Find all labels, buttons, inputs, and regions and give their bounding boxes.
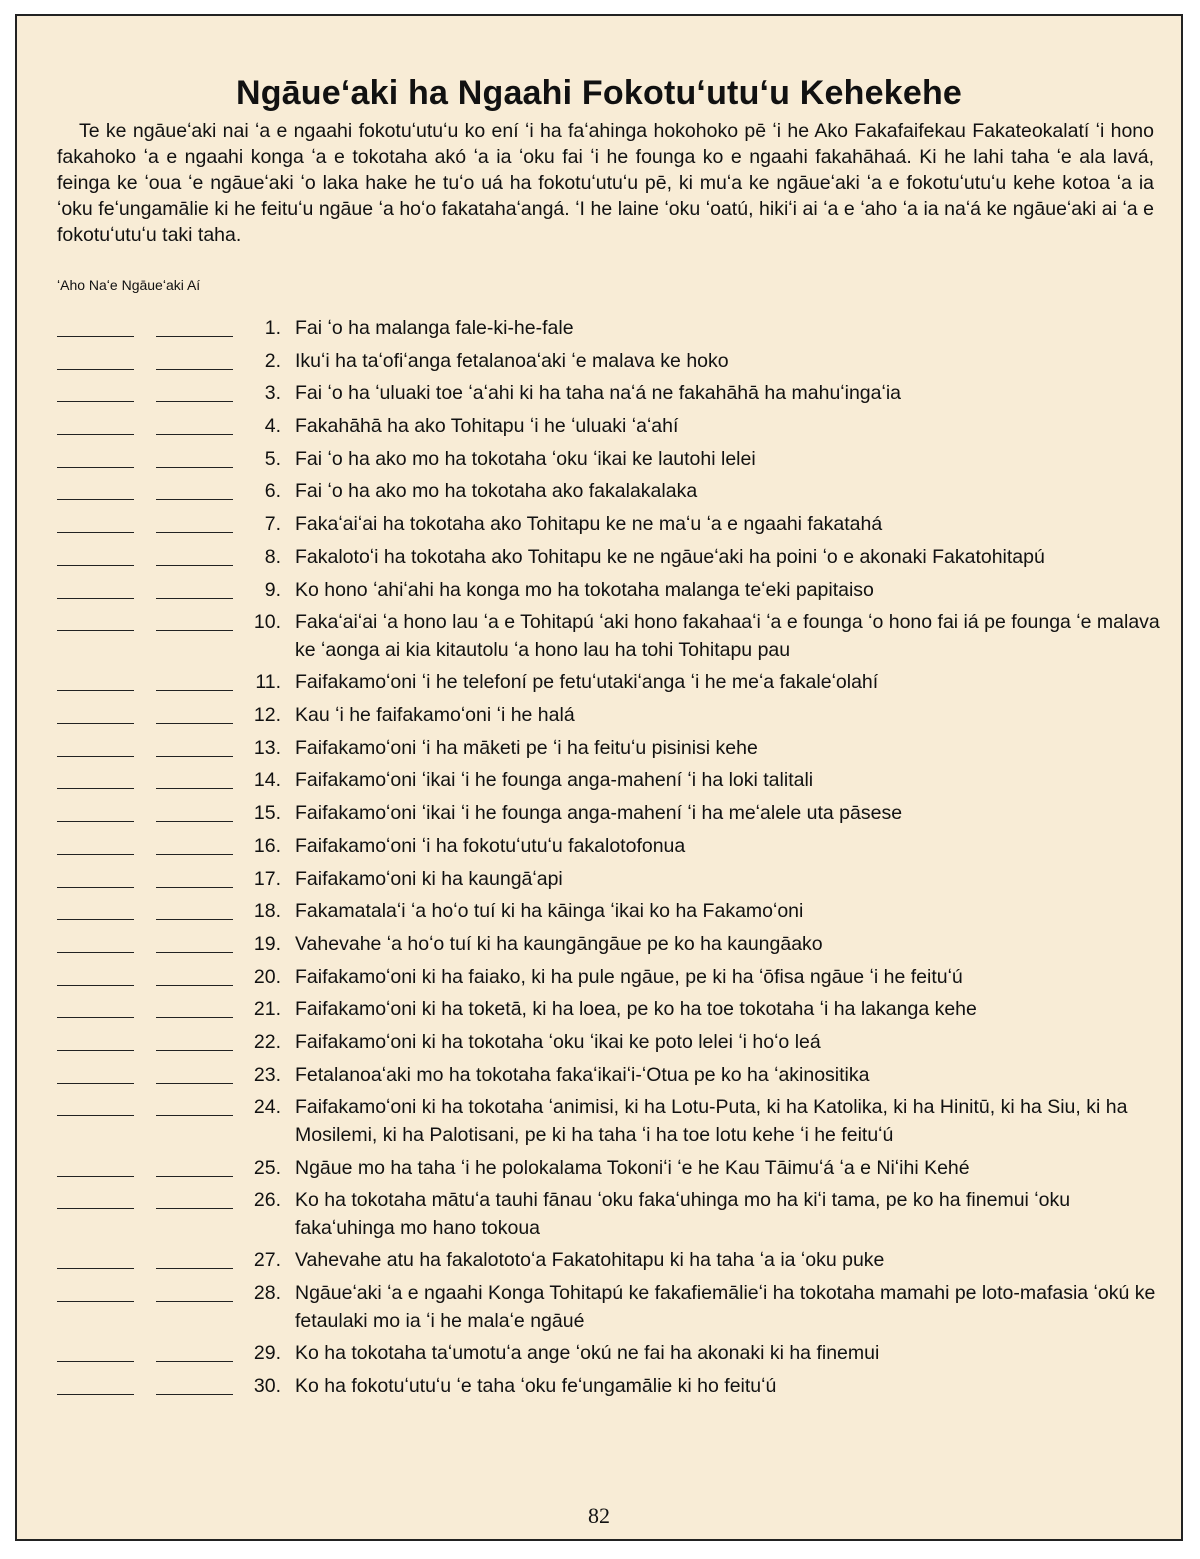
list-item [17,1247,1181,1275]
date-blank-second[interactable] [156,833,233,855]
date-blank-second[interactable] [156,1155,233,1177]
date-blank-second[interactable] [156,1247,233,1269]
date-blank-second[interactable] [156,669,233,691]
date-blank-second[interactable] [156,380,233,402]
date-blank-first[interactable] [57,833,134,855]
list-item [17,478,1181,506]
date-blank-second[interactable] [156,800,233,822]
date-blank-first[interactable] [57,348,134,370]
item-text: Fai ʻo ha ako mo ha tokotaha ako fakalakalaka [295,480,698,503]
item-text: Vahevahe ʻa hoʻo tuí ki ha kaungāngāue pe ko ha kaungāako [295,932,823,955]
item-number: 1. [264,317,281,339]
date-blank-second[interactable] [156,1094,233,1116]
item-number: 28. [253,1282,281,1305]
date-blank-first[interactable] [57,1029,134,1051]
item-text: Faifakamoʻoni ʻikai ʻi he founga anga-mahení ʻi ha meʻalele uta pāsese [295,802,903,825]
list-item [17,996,1181,1024]
item-number: 6. [264,480,281,503]
list-item [17,833,1181,861]
item-text: Ko ha tokotaha mātuʻa tauhi fānau ʻoku fakaʻuhinga mo ha kiʻi tama, pe ko ha finemui ʻoku fakaʻuhinga mo hano tokoua [295,1189,1071,1239]
item-text: Fakaʻaiʻai ha tokotaha ako Tohitapu ke ne maʻu ʻa e ngaahi fakatahá [295,513,883,536]
item-number: 29. [253,1342,281,1365]
item-text: Ko hono ʻahiʻahi ha konga mo ha tokotaha malanga teʻeki papitaiso [295,578,874,601]
list-item [17,800,1181,828]
item-number: 11. [255,671,281,694]
item-number: 21. [253,998,281,1021]
item-text: Faifakamoʻoni ki ha kaungāʻapi [295,867,563,890]
item-text: Fakamatalaʻi ʻa hoʻo tuí ki ha kāinga ʻikai ko ha Fakamoʻoni [295,900,804,923]
date-blank-second[interactable] [156,931,233,953]
list-item [17,735,1181,763]
list-item [17,380,1181,408]
item-number: 18. [253,900,281,923]
item-number: 8. [264,545,281,568]
list-item [17,544,1181,572]
list-item [17,446,1181,474]
item-text: Faifakamoʻoni ʻi ha māketi pe ʻi ha feituʻu pisinisi kehe [295,736,758,759]
item-text: Ko ha tokotaha taʻumotuʻa ange ʻokú ne fai ha akonaki ki ha finemui [295,1342,880,1365]
date-blank-second[interactable] [156,1187,233,1209]
item-number: 27. [253,1249,281,1272]
date-blank-first[interactable] [57,800,134,822]
date-blank-first[interactable] [57,898,134,920]
date-blank-first[interactable] [57,866,134,888]
item-text: Fakaʻaiʻai ʻa hono lau ʻa e Tohitapú ʻaki hono fakahaaʻi ʻa e founga ʻo hono fai iá pe founga ʻe malava ke ʻaonga ai kia kitautolu ʻa hono lau ha tohi Tohitapu pau [295,611,1160,661]
item-text: Fai ʻo ha ʻuluaki toe ʻaʻahi ki ha taha naʻá ne fakahāhā ha mahuʻingaʻia [295,382,902,405]
date-blank-second[interactable] [156,1029,233,1051]
date-blank-first[interactable] [57,609,134,631]
date-blank-first[interactable] [57,1062,134,1084]
date-blank-second[interactable] [156,702,233,724]
page-title: Ngāueʻaki ha Ngaahi Fokotuʻutuʻu Kehekehe [235,74,963,112]
date-blank-second[interactable] [156,413,233,435]
item-number: 3. [264,382,281,405]
item-text: Ngāueʻaki ʻa e ngaahi Konga Tohitapú ke fakafiemālieʻi ha tokotaha mamahi pe loto-mafasia ʻokú ke fetaulaki mo ia ʻi he malaʻe ngāué [295,1282,1156,1332]
date-blank-second[interactable] [156,1340,233,1362]
intro-paragraph: Te ke ngāueʻaki nai ʻa e ngaahi fokotuʻutuʻu ko ení ʻi ha faʻahinga hokohoko pē ʻi he Ako Fakafaifekau Fakateokalatí ʻi hono fakahoko ʻa e ngaahi konga ʻa e tokotaha akó ʻa ia ʻoku fai ʻi he founga ko e ngaahi fakahāhaá. Ki he lahi taha ʻe ala lavá, feinga ke ʻoua ʻe ngāueʻaki ʻo laka hake he tuʻo uá ha fokotuʻutuʻu pē, ki muʻa ke ngāueʻaki ʻa e fokotuʻutuʻu kehe kotoa ʻa ia ʻoku feʻungamālie ki he feituʻu ngāue ʻa hoʻo fakatahaʻangá. ʻI he laine ʻoku ʻoatú, hikiʻi ai ʻa e ʻaho ʻa ia naʻá ke ngāueʻaki ai ʻa e fokotuʻutuʻu taki taha. [57,120,1154,246]
item-number: 19. [253,932,281,955]
date-blank-first[interactable] [57,964,134,986]
list-item [17,1062,1181,1090]
item-number: 22. [253,1030,281,1053]
item-number: 5. [264,447,281,470]
suggestion-list [17,315,1181,1406]
date-blank-second[interactable] [156,511,233,533]
list-item [17,609,1181,664]
item-number: 13. [253,736,281,759]
list-item [17,315,1181,343]
date-blank-first[interactable] [57,1187,134,1209]
list-item [17,702,1181,730]
date-blank-second[interactable] [156,866,233,888]
item-text: Fai ʻo ha malanga fale-ki-he-fale [295,317,574,339]
list-item [17,413,1181,441]
date-blank-second[interactable] [156,609,233,631]
date-blank-first[interactable] [57,1373,134,1395]
item-text: Faifakamoʻoni ʻi he telefoní pe fetuʻutakiʻanga ʻi he meʻa fakaleʻolahí [295,671,879,694]
item-text: Faifakamoʻoni ʻi ha fokotuʻutuʻu fakalotofonua [295,834,686,857]
date-blank-first[interactable] [57,1340,134,1362]
item-text: Kau ʻi he faifakamoʻoni ʻi he halá [295,704,575,727]
date-blank-second[interactable] [156,996,233,1018]
item-number: 25. [253,1156,281,1179]
item-text: Faifakamoʻoni ki ha tokotaha ʻanimisi, ki ha Lotu-Puta, ki ha Katolika, ki ha Hinitū, ki ha Siu, ki ha Mosilemi, ki ha Palotisani, pe ki ha taha ʻi ha toe lotu kehe ʻi he feituʻú [295,1096,1128,1146]
list-item [17,931,1181,959]
date-blank-second[interactable] [156,767,233,789]
date-blank-second[interactable] [156,1062,233,1084]
item-text: Fakalotoʻi ha tokotaha ako Tohitapu ke ne ngāueʻaki ha poini ʻo e akonaki Fakatohitapú [295,545,1045,568]
item-number: 20. [253,965,281,988]
list-item [17,1340,1181,1368]
page-frame [15,14,1183,1541]
date-blank-first[interactable] [57,478,134,500]
list-item [17,866,1181,894]
list-item [17,1029,1181,1057]
date-blank-first[interactable] [57,1247,134,1269]
item-text: Ko ha fokotuʻutuʻu ʻe taha ʻoku feʻungamālie ki ho feituʻú [295,1374,777,1397]
item-text: Fetalanoaʻaki mo ha tokotaha fakaʻikaiʻi-ʻOtua pe ko ha ʻakinositika [295,1063,870,1086]
date-blank-second[interactable] [156,544,233,566]
item-number: 15. [253,802,281,825]
list-item [17,577,1181,605]
date-column-header: ʻAho Naʻe Ngāueʻaki Aí [57,277,201,293]
date-blank-first[interactable] [57,1155,134,1177]
date-blank-second[interactable] [156,898,233,920]
date-blank-second[interactable] [156,348,233,370]
item-text: Faifakamoʻoni ʻikai ʻi he founga anga-mahení ʻi ha loki talitali [295,769,814,792]
date-blank-first[interactable] [57,413,134,435]
item-number: 30. [253,1374,281,1397]
item-number: 17. [253,867,281,890]
date-blank-first[interactable] [57,577,134,599]
date-blank-first[interactable] [57,446,134,468]
list-item [17,1094,1181,1149]
list-item [17,1155,1181,1183]
date-blank-second[interactable] [156,1280,233,1302]
date-blank-second[interactable] [156,1373,233,1395]
date-blank-first[interactable] [57,931,134,953]
date-blank-first[interactable] [57,380,134,402]
date-blank-second[interactable] [156,735,233,757]
item-text: Faifakamoʻoni ki ha toketā, ki ha loea, pe ko ha toe tokotaha ʻi ha lakanga kehe [295,998,977,1021]
list-item [17,348,1181,376]
list-item [17,767,1181,795]
item-number: 4. [264,415,281,438]
list-item [17,669,1181,697]
item-number: 14. [253,769,281,792]
item-text: Fakahāhā ha ako Tohitapu ʻi he ʻuluaki ʻaʻahí [295,415,679,438]
item-text: Ikuʻi ha taʻofiʻanga fetalanoaʻaki ʻe malava ke hoko [295,349,729,372]
date-blank-second[interactable] [156,964,233,986]
list-item [17,1280,1181,1335]
date-blank-first[interactable] [57,702,134,724]
item-number: 2. [264,349,281,372]
date-blank-first[interactable] [57,767,134,789]
item-number: 16. [253,834,281,857]
item-number: 10. [253,611,281,634]
date-blank-second[interactable] [156,446,233,468]
item-number: 23. [253,1063,281,1086]
item-text: Faifakamoʻoni ki ha faiako, ki ha pule ngāue, pe ki ha ʻōfisa ngāue ʻi he feituʻú [295,965,963,988]
date-blank-first[interactable] [57,996,134,1018]
list-item [17,964,1181,992]
item-number: 12. [253,704,281,727]
date-blank-second[interactable] [156,315,233,337]
item-number: 9. [264,578,281,601]
item-number: 24. [253,1096,281,1119]
date-blank-second[interactable] [156,577,233,599]
date-blank-first[interactable] [57,1280,134,1302]
list-item [17,1187,1181,1242]
list-item [17,1373,1181,1401]
list-item [17,898,1181,926]
item-text: Vahevahe atu ha fakalototoʻa Fakatohitapu ki ha taha ʻa ia ʻoku puke [295,1249,885,1272]
item-text: Faifakamoʻoni ki ha tokotaha ʻoku ʻikai ke poto lelei ʻi hoʻo leá [295,1030,821,1053]
page-number: 82 [588,1503,610,1528]
item-text: Fai ʻo ha ako mo ha tokotaha ʻoku ʻikai ke lautohi lelei [295,447,756,470]
date-blank-second[interactable] [156,478,233,500]
item-number: 7. [264,513,281,536]
date-blank-first[interactable] [57,544,134,566]
date-blank-first[interactable] [57,1094,134,1116]
list-item [17,511,1181,539]
item-text: Ngāue mo ha taha ʻi he polokalama Tokoniʻi ʻe he Kau Tāimuʻá ʻa e Niʻihi Kehé [295,1156,970,1179]
date-blank-first[interactable] [57,315,134,337]
item-number: 26. [253,1189,281,1212]
date-blank-first[interactable] [57,511,134,533]
date-blank-first[interactable] [57,735,134,757]
date-blank-first[interactable] [57,669,134,691]
